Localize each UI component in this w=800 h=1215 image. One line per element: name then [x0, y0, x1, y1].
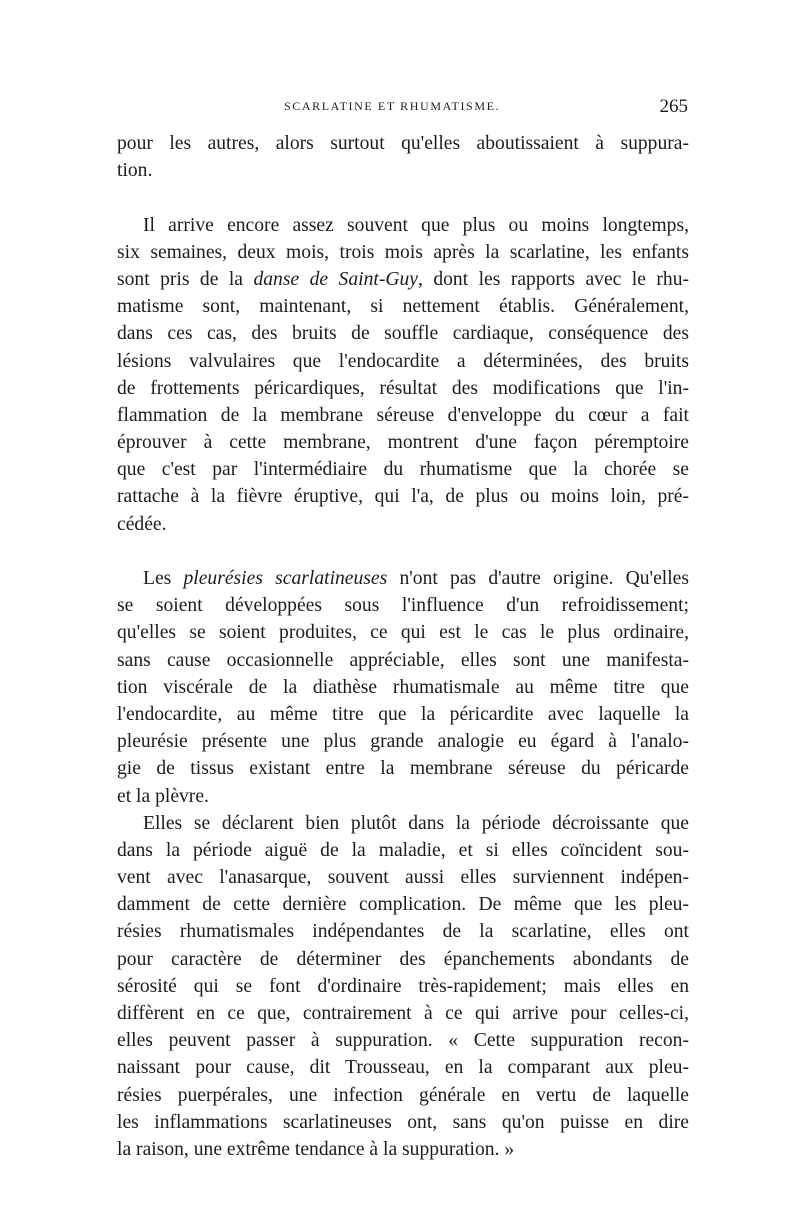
text-line: résies puerpérales, une infection générale en vertu de laquelle	[117, 1084, 689, 1106]
running-title: SCARLATINE ET RHUMATISME.	[284, 99, 501, 113]
text-line: six semaines, deux mois, trois mois après la scarlatine, les enfants	[117, 241, 689, 263]
text-line: la raison, une extrême tendance à la suppuration. »	[117, 1138, 515, 1160]
text-line: et la plèvre.	[117, 785, 209, 807]
text-run: n'ont pas d'autre origine. Qu'elles	[387, 568, 689, 589]
text-line: dans ces cas, des bruits de souffle cardiaque, conséquence des	[117, 323, 689, 345]
text-line: sans cause occasionnelle appréciable, elles sont une manifesta-	[117, 649, 689, 671]
text-line: pleurésie présente une plus grande analogie eu égard à l'analo-	[117, 731, 689, 753]
text-line: se soient développées sous l'influence d'un refroidissement;	[117, 595, 689, 617]
text-line: flammation de la membrane séreuse d'enveloppe du cœur a fait	[117, 404, 689, 426]
text-line: elles peuvent passer à suppuration. « Cette suppuration recon-	[117, 1030, 689, 1052]
text-run: , dont les rapports avec le rhu-	[418, 268, 689, 290]
text-line: Elles se déclarent bien plutôt dans la période décroissante que	[143, 812, 689, 834]
text-line: vent avec l'anasarque, souvent aussi elles surviennent indépen-	[117, 867, 689, 889]
text-line: qu'elles se soient produites, ce qui est le cas le plus ordinaire,	[117, 622, 689, 644]
text-line: éprouver à cette membrane, montrent d'une façon péremptoire	[117, 432, 689, 454]
text-line: que c'est par l'intermédiaire du rhumatisme que la chorée se	[117, 459, 689, 481]
page-number: 265	[659, 96, 688, 117]
text-line: les inflammations scarlatineuses ont, sans qu'on puisse en dire	[117, 1111, 689, 1133]
text-line: tion.	[117, 160, 153, 182]
text-line: rattache à la fièvre éruptive, qui l'a, de plus ou moins loin, pré-	[117, 486, 689, 508]
text-line: dans la période aiguë de la maladie, et si elles coïncident sou-	[117, 839, 689, 861]
running-head	[116, 96, 688, 121]
body-text	[117, 130, 689, 1163]
text-line: tion viscérale de la diathèse rhumatismale au même titre que	[117, 676, 689, 698]
text-line: cédée.	[117, 513, 167, 535]
text-line	[117, 266, 689, 293]
italic-term: danse de Saint-Guy	[253, 268, 418, 290]
italic-term: pleurésies scarlatineuses	[183, 568, 388, 589]
text-line: diffèrent en ce que, contrairement à ce qui arrive pour celles-ci,	[117, 1003, 689, 1024]
text-line: pour les autres, alors surtout qu'elles aboutissaient à suppura-	[117, 133, 689, 154]
text-line: de frottements péricardiques, résultat des modifications que l'in-	[117, 377, 689, 399]
text-run: sont pris de la	[117, 268, 254, 290]
text-run: Les	[143, 568, 184, 589]
paragraph-gap	[117, 538, 689, 565]
paragraph-gap	[117, 184, 689, 211]
text-line: l'endocardite, au même titre que la péricardite avec laquelle la	[117, 703, 689, 725]
text-line: damment de cette dernière complication. De même que les pleu-	[117, 894, 689, 916]
text-line: Il arrive encore assez souvent que plus ou moins longtemps,	[143, 214, 689, 236]
text-line: résies rhumatismales indépendantes de la scarlatine, elles ont	[117, 921, 689, 943]
text-line: gie de tissus existant entre la membrane séreuse du péricarde	[117, 758, 689, 780]
text-line: naissant pour cause, dit Trousseau, en la comparant aux pleu-	[117, 1057, 689, 1079]
text-line: matisme sont, maintenant, si nettement établis. Généralement,	[117, 296, 689, 318]
text-line: lésions valvulaires que l'endocardite a déterminées, des bruits	[117, 350, 689, 372]
text-line	[117, 565, 689, 592]
text-line: pour caractère de déterminer des épanchements abondants de	[117, 948, 689, 970]
text-line: sérosité qui se font d'ordinaire très-rapidement; mais elles en	[117, 975, 689, 997]
